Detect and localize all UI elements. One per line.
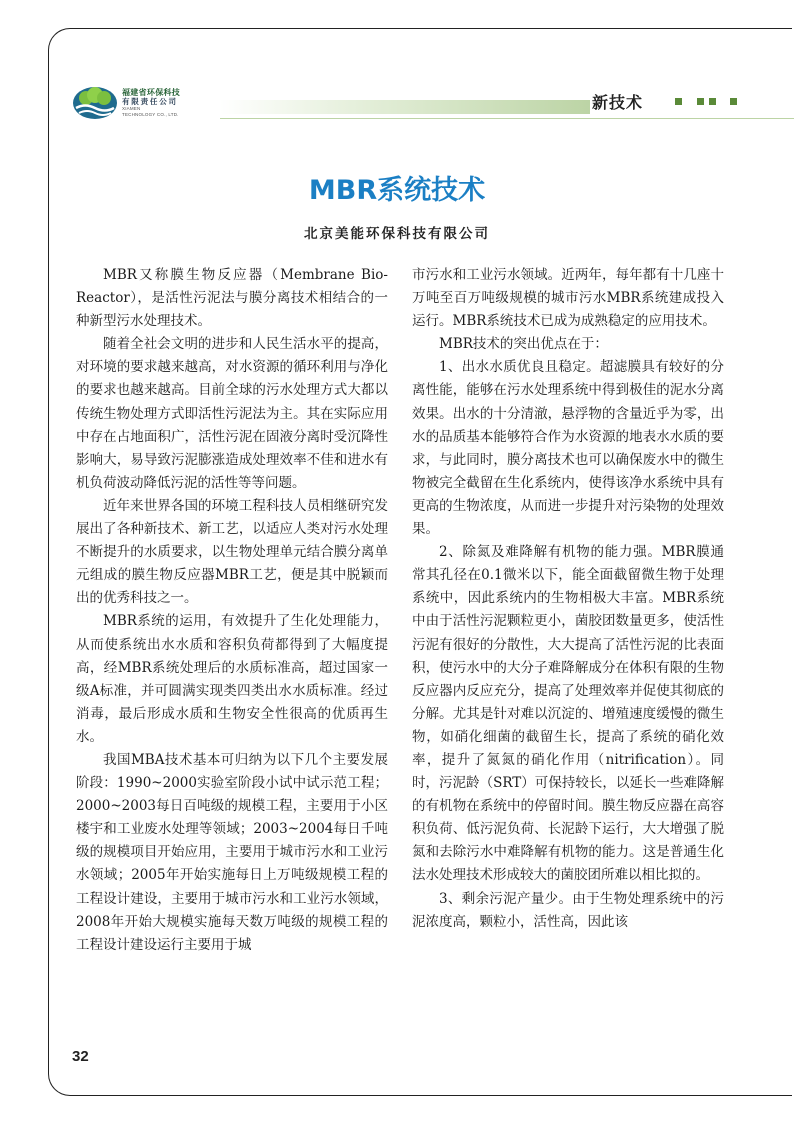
paragraph-continued: 市污水和工业污水领域。近两年，每年都有十几座十万吨至百万吨级规模的城市污水MBR系统建成投入运行。MBR系统技术已成为成熟稳定的应用技术。 <box>412 267 724 330</box>
header-square-1 <box>675 98 682 105</box>
header-rule <box>220 118 794 119</box>
header-square-4 <box>730 98 737 105</box>
logo-cn-line1: 福建省环保科技 <box>122 88 181 97</box>
paragraph: 近年来世界各国的环境工程科技人员相继研究发展出了各种新技术、新工艺，以适应人类对污水处理不断提升的水质要求，以生物处理单元结合膜分离单元组成的膜生物反应器MBR工艺，便是其中脱颖而出的优秀科技之一。 <box>76 497 388 607</box>
company-logo-text <box>122 88 180 117</box>
paragraph: 我国MBA技术基本可归纳为以下几个主要发展阶段：1990~2000实验室阶段小试中试示范工程；2000~2003每日百吨级的规模工程，主要用于小区楼宇和工业废水处理等领域；2003~2004每日千吨级的规模项目开始应用，主要用于城市污水和工业污水领域；2005年开始实施每日上万吨级规模工程的工程设计建设，主要用于城市污水和工业污水领域，2008年开始大规模实施每天数万吨级的规模工程的工程设计建设运行主要用于城 <box>76 751 388 953</box>
right-column <box>412 264 724 934</box>
header-square-3 <box>709 98 716 105</box>
paragraph: 2、除氮及难降解有机物的能力强。MBR膜通常其孔径在0.1微米以下，能全面截留微生物于处理系统中，因此系统内的生物相极大丰富。MBR系统中由于活性污泥颗粒更小，菌胶团数量更多，使活性污泥有很好的分散性，大大提高了活性污泥的比表面积，使污水中的大分子难降解成分在体积有限的生物反应器内反应充分，提高了处理效率并促使其彻底的分解。尤其是针对难以沉淀的、增殖速度缓慢的微生物，如硝化细菌的截留生长，提高了系统的硝化效率，提升了氮氮的硝化作用（nitrification）。同时，污泥龄（SRT）可保持较长，以延长一些难降解的有机物在系统中的停留时间。膜生物反应器在高容积负荷、低污泥负荷、长泥龄下运行，大大增强了脱氮和去除污水中难降解有机物的能力。这是普通生化法水处理技术形成较大的菌胶团所难以相比拟的。 <box>412 544 724 884</box>
paragraph: MBR又称膜生物反应器（Membrane Bio-Reactor），是活性污泥法与膜分离技术相结合的一种新型污水处理技术。 <box>76 267 388 330</box>
paragraph: 随着全社会文明的进步和人民生活水平的提高，对环境的要求越来越高，对水资源的循环利用与净化的要求也越来越高。目前全球的污水处理方式大都以传统生物处理方式即活性污泥法为主。其在实际应用中存在占地面积广，活性污泥在固液分离时受沉降性影响大，易导致污泥膨涨造成处理效率不佳和进水有机负荷波动降低污泥的活性等等问题。 <box>76 336 388 491</box>
article-author: 北京美能环保科技有限公司 <box>304 226 490 242</box>
logo-cn-line2: 有限责任公司 <box>122 97 178 106</box>
paragraph: 3、剩余污泥产量少。由于生物处理系统中的污泥浓度高，颗粒小，活性高，因此该 <box>412 890 724 930</box>
page-number: 32 <box>72 1048 89 1065</box>
paragraph: MBR技术的突出优点在于： <box>439 336 608 353</box>
paragraph: 1、出水水质优良且稳定。超滤膜具有较好的分离性能，能够在污水处理系统中得到极佳的泥水分离效果。出水的十分清澈，悬浮物的含量近乎为零，出水的品质基本能够符合作为水资源的地表水水质的要求，与此同时，膜分离技术也可以确保废水中的微生物被完全截留在生化系统内，使得该净水系统中具有更高的生物浓度，从而进一步提升对污染物的处理效果。 <box>412 359 724 538</box>
header-square-2 <box>697 98 704 105</box>
page-header <box>72 84 794 124</box>
company-logo-icon <box>72 86 118 120</box>
section-label: 新技术 <box>592 93 644 112</box>
logo-en-line1: XIAMEN <box>122 106 141 111</box>
article-title: MBR系统技术 <box>308 175 486 206</box>
left-column <box>76 264 388 957</box>
header-gradient-bar <box>220 100 590 114</box>
logo-en-line2: TECHNOLOGY CO., LTD. <box>122 111 179 117</box>
paragraph: MBR系统的运用，有效提升了生化处理能力，从而使系统出水水质和容积负荷都得到了大幅度提高，经MBR系统处理后的水质标准高，超过国家一级A标准，并可圆满实现类四类出水水质标准。经过消毒，最后形成水质和生物安全性很高的优质再生水。 <box>76 613 388 745</box>
